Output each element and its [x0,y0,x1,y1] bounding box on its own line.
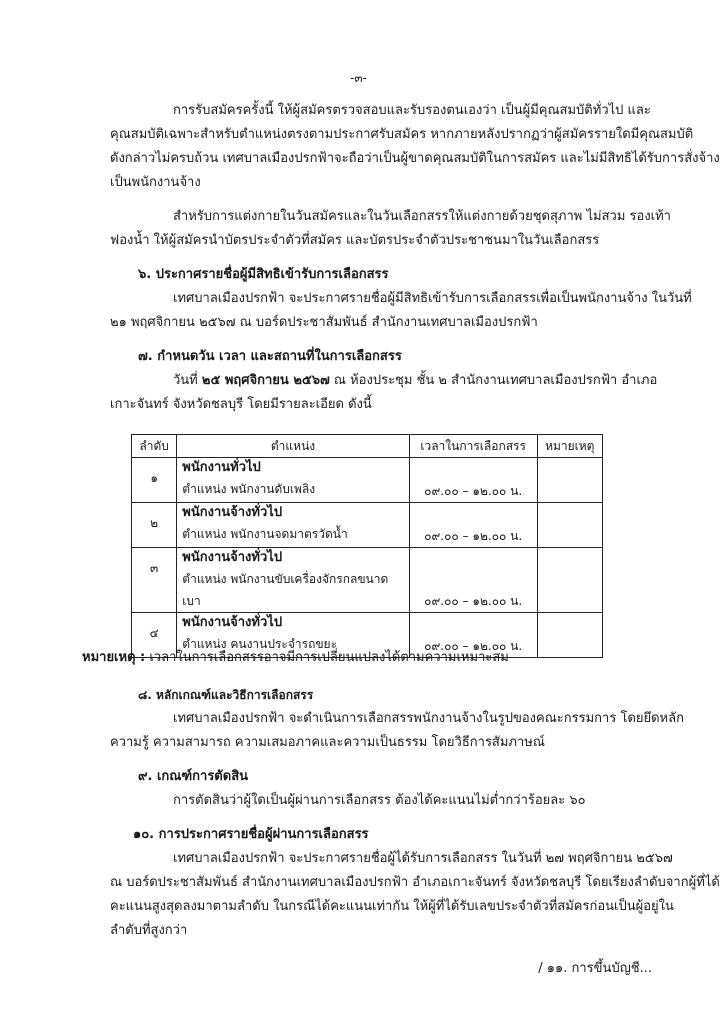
section7-line1-prefix: วันที่ [173,373,202,388]
table-row [132,548,603,613]
row-no: ๑ [132,458,177,503]
row-time: ๐๙.๐๐ – ๑๒.๐๐ น. [409,548,537,613]
row-no: ๓ [132,548,177,613]
section10-line3: คะแนนสูงสุดลงมาตามลำดับ ในกรณีได้คะแนนเท่ากัน ให้ผู้ที่ได้รับเลขประจำตัวที่สมัครก่อนเป็นผู้อยู่ใน [110,899,674,914]
header-time: เวลาในการเลือกสรร [409,435,537,458]
section6-line1: เทศบาลเมืองปรกฟ้า จะประกาศรายชื่อผู้มีสิทธิเข้ารับการเลือกสรรเพื่อเป็นพนักงานจ้าง ในวันที่ [173,291,692,306]
header-no: ลำดับ [132,435,177,458]
row-position: ตำแหน่ง พนักงานขับเครื่องจักรกลขนาดเบา [182,572,389,608]
section9-heading: ๙. เกณฑ์การตัดสิน [138,769,249,784]
section8-heading: ๘. หลักเกณฑ์และวิธีการเลือกสรร [138,688,314,702]
row-position-cell [177,458,409,503]
section7-heading: ๗. กำหนดวัน เวลา และสถานที่ในการเลือกสรร [138,349,402,364]
remark [82,646,509,670]
remark-text: เวลาในการเลือกสรรอาจมีการเปลี่ยนแปลงได้ตามความเหมาะสม [145,650,509,665]
section10-line1: เทศบาลเมืองปรกฟ้า จะประกาศรายชื่อผู้ได้รับการเลือกสรร ในวันที่ ๒๗ พฤศจิกายน ๒๕๖๗ [173,851,673,866]
section10-heading: ๑๐. การประกาศรายชื่อผู้ผ่านการเลือกสรร [133,827,369,842]
row-no: ๒ [132,503,177,548]
row-position-cell [177,548,409,613]
row-title: พนักงานทั่วไป [182,460,261,475]
intro-p2-line2: ฟองน้ำ ให้ผู้สมัครนำบัตรประจำตัวที่สมัคร และบัตรประจำตัวประชาชนมาในวันเลือกสรร [110,233,600,248]
row-time: ๐๙.๐๐ – ๑๒.๐๐ น. [409,613,537,658]
table-row [132,503,603,548]
page-number: -๓- [350,71,367,85]
row-position-cell [177,503,409,548]
row-time: ๐๙.๐๐ – ๑๒.๐๐ น. [409,503,537,548]
schedule-table [131,434,603,658]
intro-p1-line2: คุณสมบัติเฉพาะสำหรับตำแหน่งตรงตามประกาศรับสมัคร หากภายหลังปรากฏว่าผู้สมัครรายใดมีคุณสมบัติ [110,127,694,142]
header-position: ตำแหน่ง [177,435,409,458]
continuation-note: / ๑๑. การขึ้นบัญชี... [538,961,652,976]
row-position: ตำแหน่ง คนงานประจำรถขยะ [182,637,338,651]
section8-line1: เทศบาลเมืองปรกฟ้า จะดำเนินการเลือกสรรพนักงานจ้างในรูปของคณะกรรมการ โดยยึดหลัก [173,711,684,726]
section8-line2: ความรู้ ความสามารถ ความเสมอภาคและความเป็นธรรม โดยวิธีการสัมภาษณ์ [110,735,545,750]
table-row [132,458,603,503]
row-note [537,503,602,548]
section6-line2: ๒๑ พฤศจิกายน ๒๕๖๗ ณ บอร์ดประชาสัมพันธ์ สำนักงานเทศบาลเมืองปรกฟ้า [110,315,538,330]
row-title: พนักงานจ้างทั่วไป [182,550,283,565]
row-position: ตำแหน่ง พนักงานดับเพลิง [182,482,316,496]
section7-line1-suffix: ณ ห้องประชุม ชั้น ๒ สำนักงานเทศบาลเมืองปรกฟ้า อำเภอ [329,373,658,388]
row-note [537,548,602,613]
row-note [537,458,602,503]
intro-p1-line3: ดังกล่าวไม่ครบถ้วน เทศบาลเมืองปรกฟ้าจะถือว่าเป็นผู้ขาดคุณสมบัติในการสมัคร และไม่มีสิทธิได้รับการสั่งจ้าง [110,151,720,166]
section6-heading: ๖. ประกาศรายชื่อผู้มีสิทธิเข้ารับการเลือกสรร [138,267,389,282]
row-note [537,613,602,658]
remark-label: หมายเหตุ : [82,650,146,665]
table-header-row [132,435,603,458]
section10-line2: ณ บอร์ดประชาสัมพันธ์ สำนักงานเทศบาลเมืองปรกฟ้า อำเภอเกาะจันทร์ จังหวัดชลบุรี โดยเรียงลำดับจากผู้ที่ได้ [110,875,720,890]
row-position: ตำแหน่ง พนักงานจดมาตรวัดน้ำ [182,527,348,541]
section10-line4: ลำดับที่สูงกว่า [110,923,188,938]
section7-line2: เกาะจันทร์ จังหวัดชลบุรี โดยมีรายละเอียด ดังนี้ [110,397,372,412]
intro-p1-line1: การรับสมัครครั้งนี้ ให้ผู้สมัครตรวจสอบและรับรองตนเองว่า เป็นผู้มีคุณสมบัติทั่วไป และ [173,103,651,118]
section9-line1: การตัดสินว่าผู้ใดเป็นผู้ผ่านการเลือกสรร ต้องได้คะแนนไม่ต่ำกว่าร้อยละ ๖๐ [173,793,586,808]
intro-p2-line1: สำหรับการแต่งกายในวันสมัครและในวันเลือกสรรให้แต่งกายด้วยชุดสุภาพ ไม่สวม รองเท้า [173,209,671,224]
row-title: พนักงานจ้างทั่วไป [182,615,283,630]
intro-p1-line4: เป็นพนักงานจ้าง [110,175,201,190]
header-note: หมายเหตุ [537,435,602,458]
section7-date: ๒๕ พฤศจิกายน ๒๕๖๗ [201,373,330,388]
row-no: ๔ [132,613,177,658]
section7-line1 [173,369,657,393]
row-time: ๐๙.๐๐ – ๑๒.๐๐ น. [409,458,537,503]
row-title: พนักงานจ้างทั่วไป [182,505,283,520]
